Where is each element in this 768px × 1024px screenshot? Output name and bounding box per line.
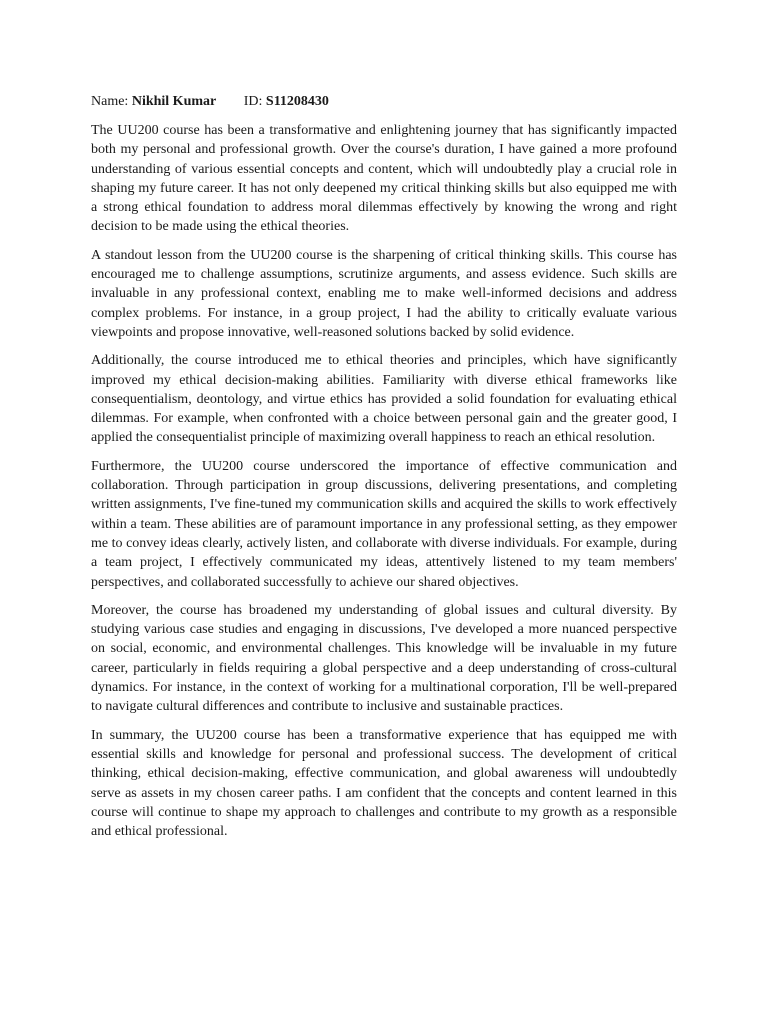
id-label: ID: [243, 94, 263, 109]
paragraph-global-issues: Moreover, the course has broadened my understanding of global issues and cultural diversity. By studying various case studies and engaging in discussions, I've developed a more nuanced perspective on social, economic, and environmental challenges. This knowledge will be invaluable in my future career, particularly in fields requiring a global perspective and a deep understanding of cross-cultural dynamics. For instance, in the context of working for a multinational corporation, I'll be well-prepared to navigate cultural differences and contribute to inclusive and sustainable practices. [91, 602, 677, 715]
student-name: Nikhil Kumar [131, 94, 217, 109]
paragraph-critical-thinking: A standout lesson from the UU200 course is the sharpening of critical thinking skills. This course has encouraged me to challenge assumptions, scrutinize arguments, and assess evidence. Such skills are invaluable in any professional context, enabling me to make well-informed decisions and address complex problems. For instance, in a group project, I had the ability to critically evaluate various viewpoints and propose innovative, well-reasoned solutions backed by solid evidence. [91, 247, 677, 340]
document-page [91, 92, 677, 850]
paragraph-introduction: The UU200 course has been a transformative and enlightening journey that has significantly impacted both my personal and professional growth. Over the course's duration, I have gained a more profound understanding of various essential concepts and content, which will undoubtedly play a crucial role in shaping my future career. It has not only deepened my critical thinking skills but also equipped me with a strong ethical foundation to address moral dilemmas effectively by knowing the wrong and right decision to be made using the ethical theories. [91, 123, 677, 235]
paragraph-communication: Furthermore, the UU200 course underscored the importance of effective communication and collaboration. Through participation in group discussions, delivering presentations, and completing written assignments, I've fine-tuned my communication skills and acquired the skills to work effectively within a team. These abilities are of paramount importance in any professional setting, as they empower me to convey ideas clearly, actively listen, and collaborate with diverse individuals. For example, during a team project, I effectively communicated my ideas, attentively listened to my team members' perspectives, and collaborated successfully to achieve our shared objectives. [91, 458, 677, 590]
student-header [91, 92, 677, 112]
paragraph-summary: In summary, the UU200 course has been a transformative experience that has equipped me with essential skills and knowledge for personal and professional success. The development of critical thinking, ethical decision-making, effective communication, and global awareness will undoubtedly serve as assets in my chosen career paths. I am confident that the concepts and content learned in this course will continue to shape my approach to challenges and contribute to my growth as a responsible and ethical professional. [91, 727, 677, 840]
paragraph-ethics: Additionally, the course introduced me to ethical theories and principles, which have significantly improved my ethical decision-making abilities. Familiarity with diverse ethical frameworks like consequentialism, deontology, and virtue ethics has provided a solid foundation for evaluating ethical dilemmas. For example, when confronted with a choice between personal gain and the greater good, I applied the consequentialist principle of maximizing overall happiness to reach an ethical resolution. [91, 353, 677, 446]
student-id: S11208430 [265, 94, 329, 109]
name-label: Name: [91, 94, 129, 109]
